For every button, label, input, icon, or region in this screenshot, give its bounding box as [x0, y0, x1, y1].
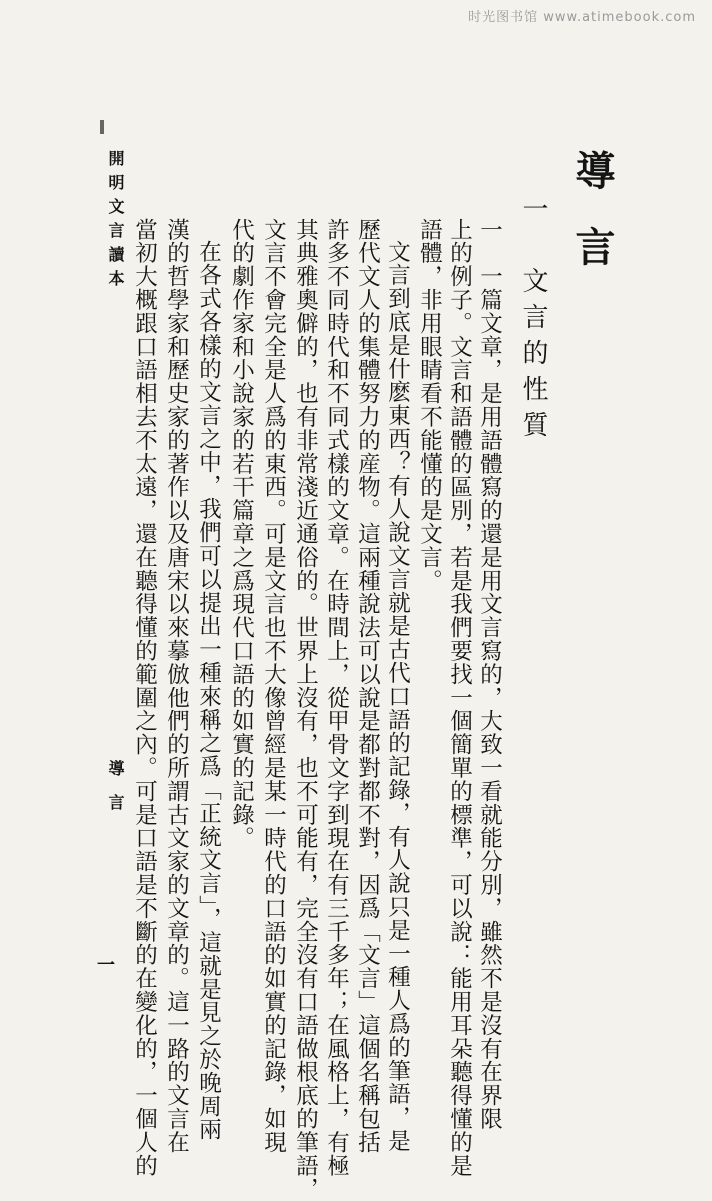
text-column: 代的劇作家和小說家的若干篇章之爲現代口語的如實的記錄。 — [228, 218, 255, 850]
page-number: 一 — [94, 955, 115, 973]
text-column: 文言不會完全是人爲的東西。可是文言也不大像曾經是某一時代的口語的如實的記錄，如現 — [260, 218, 287, 1154]
page-title: 導言 — [569, 150, 616, 302]
text-column: 語體，非用眼睛看不能懂的是文言。 — [416, 218, 443, 593]
watermark: 时光图书馆 www.atimebook.com — [468, 10, 696, 25]
text-column: 歷代文人的集體努力的産物。這兩種說法可以說是都對都不對，因爲「文言」這個名稱包括 — [354, 218, 381, 1154]
section-heading: 一 文言的性質 — [518, 195, 548, 447]
text-column: 許多不同時代和不同式樣的文章。在時間上，從甲骨文字到現在有三千多年；在風格上，有極 — [323, 218, 350, 1178]
top-mark — [100, 120, 104, 134]
text-column: 其典雅奧僻的，也有非常淺近通俗的。世界上沒有，也不可能有，完全沒有口語做根底的筆語， — [292, 218, 319, 1201]
running-title: 開明文言讀本 — [106, 150, 125, 294]
text-column: 一 一篇文章，是用語體寫的還是用文言寫的，大致一看就能分別，雖然不是沒有在界限 — [476, 218, 503, 1131]
text-column: 在各式各樣的文言之中，我們可以提出一種來稱之爲「正統文言」，這就是見之於晚周兩 — [195, 240, 222, 1142]
text-column: 漢的哲學家和歷史家的著作以及唐宋以來摹倣他們的所謂古文家的文章的。這一路的文言在 — [163, 218, 190, 1154]
text-column: 文言到底是什麽東西？有人說文言就是古代口語的記錄，有人說只是一種人爲的筆語，是 — [384, 240, 411, 1153]
running-section: 導言 — [106, 760, 125, 828]
text-column: 上的例子。文言和語體的區別，若是我們要找一個簡單的標準，可以說：能用耳朵聽得懂的是 — [446, 218, 473, 1178]
text-column: 當初大概跟口語相去不太遠，還在聽得懂的範圍之內。可是口語是不斷的在變化的，一個人的 — [131, 218, 158, 1178]
